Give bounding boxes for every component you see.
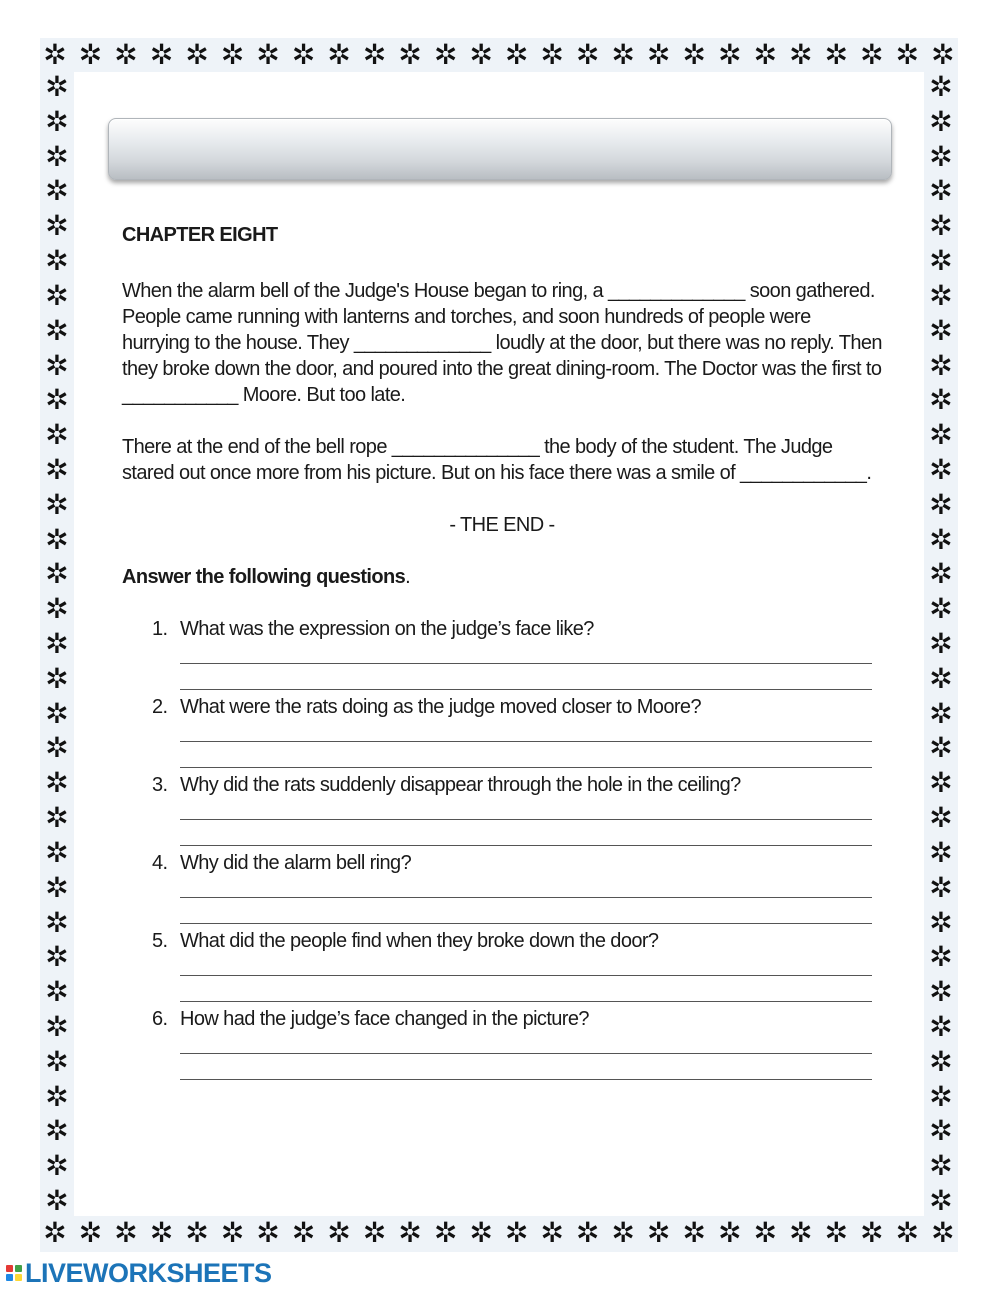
border-star-icon: ✲ — [929, 731, 953, 765]
border-star-icon: ✲ — [682, 38, 707, 71]
answer-line[interactable] — [180, 715, 872, 742]
border-star-icon: ✲ — [43, 1216, 67, 1249]
border-star-icon: ✲ — [220, 38, 245, 71]
border-star-icon: ✲ — [45, 835, 69, 869]
border-star-icon: ✲ — [114, 38, 138, 71]
answer-line[interactable] — [180, 793, 872, 820]
border-star-icon: ✲ — [45, 383, 69, 417]
border-star-icon: ✲ — [929, 70, 953, 103]
question-text: Why did the alarm bell ring? — [180, 852, 412, 874]
border-star-icon: ✲ — [540, 38, 564, 71]
question-text: What did the people find when they broke down the door? — [180, 930, 659, 952]
border-star-icon: ✲ — [929, 522, 953, 556]
border-star-icon: ✲ — [45, 1009, 69, 1043]
border-star-icon: ✲ — [327, 1216, 351, 1249]
border-star-icon: ✲ — [398, 38, 422, 71]
border-star-icon: ✲ — [45, 1114, 69, 1148]
question-item — [122, 850, 882, 928]
border-star-icon: ✲ — [682, 1216, 707, 1249]
question-text: What was the expression on the judge’s face like? — [180, 618, 594, 640]
worksheet-content — [122, 222, 882, 1084]
liveworksheets-logo[interactable] — [6, 1258, 272, 1288]
border-star-icon: ✲ — [611, 38, 635, 71]
border-star-icon: ✲ — [789, 1216, 813, 1249]
border-star-icon: ✲ — [45, 557, 69, 591]
answer-line[interactable] — [180, 1053, 872, 1080]
border-star-icon: ✲ — [45, 975, 69, 1009]
border-star-icon: ✲ — [433, 1216, 458, 1249]
border-star-icon: ✲ — [611, 1216, 635, 1249]
question-item — [122, 772, 882, 850]
logo-square-icon — [6, 1274, 13, 1281]
border-star-icon: ✲ — [929, 1079, 953, 1113]
border-star-icon: ✲ — [504, 38, 529, 71]
border-star-icon: ✲ — [929, 940, 953, 974]
border-star-icon: ✲ — [929, 557, 953, 591]
border-star-icon: ✲ — [540, 1216, 564, 1249]
border-star-icon: ✲ — [929, 1044, 953, 1078]
answer-line[interactable] — [180, 819, 872, 846]
border-star-icon: ✲ — [45, 313, 69, 347]
answer-line[interactable] — [180, 741, 872, 768]
border-right — [924, 72, 958, 1216]
border-star-icon: ✲ — [45, 139, 69, 173]
question-number: 2. — [152, 696, 168, 718]
border-star-icon: ✲ — [929, 1149, 953, 1183]
border-star-icon: ✲ — [824, 1216, 849, 1249]
border-star-icon: ✲ — [45, 244, 69, 278]
border-left — [40, 72, 74, 1216]
border-star-icon: ✲ — [753, 38, 778, 71]
logo-square-icon — [6, 1265, 13, 1272]
border-star-icon: ✲ — [45, 905, 69, 939]
instructions-bold: Answer the following questions — [122, 566, 406, 588]
question-number: 4. — [152, 852, 168, 874]
border-star-icon: ✲ — [860, 1216, 884, 1249]
border-star-icon: ✲ — [45, 592, 69, 626]
question-number: 5. — [152, 930, 168, 952]
border-star-icon: ✲ — [929, 174, 953, 208]
border-star-icon: ✲ — [45, 522, 69, 556]
border-star-icon: ✲ — [753, 1216, 778, 1249]
border-star-icon: ✲ — [149, 38, 174, 71]
border-star-icon: ✲ — [185, 1216, 209, 1249]
border-star-icon: ✲ — [929, 766, 953, 800]
border-star-icon: ✲ — [45, 70, 69, 103]
border-star-icon: ✲ — [929, 905, 953, 939]
border-star-icon: ✲ — [929, 244, 953, 278]
border-star-icon: ✲ — [929, 383, 953, 417]
border-star-icon: ✲ — [398, 1216, 422, 1249]
border-star-icon: ✲ — [45, 418, 69, 452]
border-star-icon: ✲ — [647, 1216, 671, 1249]
border-star-icon: ✲ — [45, 627, 69, 660]
border-star-icon: ✲ — [929, 975, 953, 1009]
border-star-icon: ✲ — [929, 592, 953, 626]
question-text: What were the rats doing as the judge moved closer to Moore? — [180, 696, 701, 718]
border-star-icon: ✲ — [45, 870, 69, 904]
answer-line[interactable] — [180, 897, 872, 924]
border-star-icon: ✲ — [45, 209, 69, 243]
border-star-icon: ✲ — [45, 1079, 69, 1113]
border-star-icon: ✲ — [929, 104, 953, 138]
questions-list — [122, 616, 882, 1084]
border-star-icon: ✲ — [362, 1216, 387, 1249]
answer-line[interactable] — [180, 949, 872, 976]
border-star-icon: ✲ — [45, 731, 69, 765]
border-star-icon: ✲ — [45, 696, 69, 730]
border-star-icon: ✲ — [45, 1044, 69, 1078]
paragraph: There at the end of the bell rope ______________ the body of the student. The Judge stared out once more from his picture. But on his face there was a smile of ____________. — [122, 436, 872, 484]
question-item — [122, 694, 882, 772]
border-star-icon: ✲ — [718, 1216, 742, 1249]
border-star-icon: ✲ — [504, 1216, 529, 1249]
question-item — [122, 616, 882, 694]
border-star-icon: ✲ — [45, 661, 69, 695]
border-star-icon: ✲ — [929, 209, 953, 243]
border-star-icon: ✲ — [362, 38, 387, 71]
border-star-icon: ✲ — [931, 38, 955, 71]
border-star-icon: ✲ — [929, 452, 953, 486]
border-star-icon: ✲ — [789, 38, 813, 71]
border-star-icon: ✲ — [929, 139, 953, 173]
question-number: 3. — [152, 774, 168, 796]
question-item — [122, 1006, 882, 1084]
border-star-icon: ✲ — [45, 174, 69, 208]
logo-square-icon — [15, 1265, 22, 1272]
border-star-icon: ✲ — [929, 313, 953, 347]
chapter-heading: CHAPTER EIGHT — [122, 224, 278, 246]
answer-line[interactable] — [180, 975, 872, 1002]
border-star-icon: ✲ — [929, 1114, 953, 1148]
border-star-icon: ✲ — [929, 418, 953, 452]
border-star-icon: ✲ — [929, 870, 953, 904]
the-end-label: - THE END - — [449, 514, 555, 536]
border-star-icon: ✲ — [327, 38, 351, 71]
border-star-icon: ✲ — [45, 1149, 69, 1183]
border-star-icon: ✲ — [931, 1216, 955, 1249]
border-star-icon: ✲ — [45, 801, 69, 835]
title-bar — [108, 118, 892, 180]
instructions-suffix: . — [405, 566, 411, 588]
border-star-icon: ✲ — [929, 278, 953, 312]
question-number: 1. — [152, 618, 168, 640]
border-star-icon: ✲ — [43, 38, 67, 71]
border-star-icon: ✲ — [433, 38, 458, 71]
border-star-icon: ✲ — [929, 696, 953, 730]
border-star-icon: ✲ — [256, 38, 280, 71]
border-star-icon: ✲ — [45, 766, 69, 800]
border-star-icon: ✲ — [291, 1216, 316, 1249]
border-star-icon: ✲ — [929, 661, 953, 695]
border-star-icon: ✲ — [78, 1216, 103, 1249]
border-star-icon: ✲ — [929, 487, 953, 521]
border-star-icon: ✲ — [45, 1184, 69, 1217]
border-star-icon: ✲ — [114, 1216, 138, 1249]
border-star-icon: ✲ — [929, 801, 953, 835]
border-star-icon: ✲ — [929, 1009, 953, 1043]
border-star-icon: ✲ — [576, 38, 600, 71]
border-star-icon: ✲ — [469, 38, 493, 71]
logo-icon — [6, 1265, 22, 1281]
border-star-icon: ✲ — [45, 104, 69, 138]
question-text: How had the judge’s face changed in the picture? — [180, 1008, 589, 1030]
border-star-icon: ✲ — [256, 1216, 280, 1249]
border-star-icon: ✲ — [647, 38, 671, 71]
border-star-icon: ✲ — [45, 348, 69, 382]
border-star-icon: ✲ — [149, 1216, 174, 1249]
instructions — [122, 564, 882, 590]
border-star-icon: ✲ — [929, 1184, 953, 1217]
paragraph: When the alarm bell of the Judge's House began to ring, a _____________ soon gathered. People came running with lanterns and torches, and soon hundreds of people were hurrying to the house. They _____________ loudly at the door, but there was no reply. Then they broke down the door, and poured into the great dining-room. The Doctor was the first to ___________ Moore. But too late. — [122, 280, 882, 406]
border-star-icon: ✲ — [576, 1216, 600, 1249]
border-star-icon: ✲ — [895, 1216, 920, 1249]
answer-line[interactable] — [180, 1027, 872, 1054]
answer-line[interactable] — [180, 871, 872, 898]
border-star-icon: ✲ — [895, 38, 920, 71]
border-bottom — [40, 1216, 958, 1250]
logo-text: LIVEWORKSHEETS — [25, 1257, 272, 1288]
question-item — [122, 928, 882, 1006]
border-star-icon: ✲ — [929, 835, 953, 869]
border-star-icon: ✲ — [220, 1216, 245, 1249]
border-star-icon: ✲ — [469, 1216, 493, 1249]
border-star-icon: ✲ — [291, 38, 316, 71]
border-star-icon: ✲ — [929, 627, 953, 660]
border-star-icon: ✲ — [824, 38, 849, 71]
border-star-icon: ✲ — [929, 348, 953, 382]
border-star-icon: ✲ — [45, 278, 69, 312]
border-star-icon: ✲ — [45, 487, 69, 521]
border-star-icon: ✲ — [45, 452, 69, 486]
answer-line[interactable] — [180, 663, 872, 690]
answer-line[interactable] — [180, 637, 872, 664]
border-star-icon: ✲ — [860, 38, 884, 71]
border-star-icon: ✲ — [185, 38, 209, 71]
border-star-icon: ✲ — [718, 38, 742, 71]
border-top — [40, 38, 958, 72]
question-text: Why did the rats suddenly disappear through the hole in the ceiling? — [180, 774, 741, 796]
border-star-icon: ✲ — [45, 940, 69, 974]
border-star-icon: ✲ — [78, 38, 103, 71]
logo-square-icon — [15, 1274, 22, 1281]
question-number: 6. — [152, 1008, 168, 1030]
